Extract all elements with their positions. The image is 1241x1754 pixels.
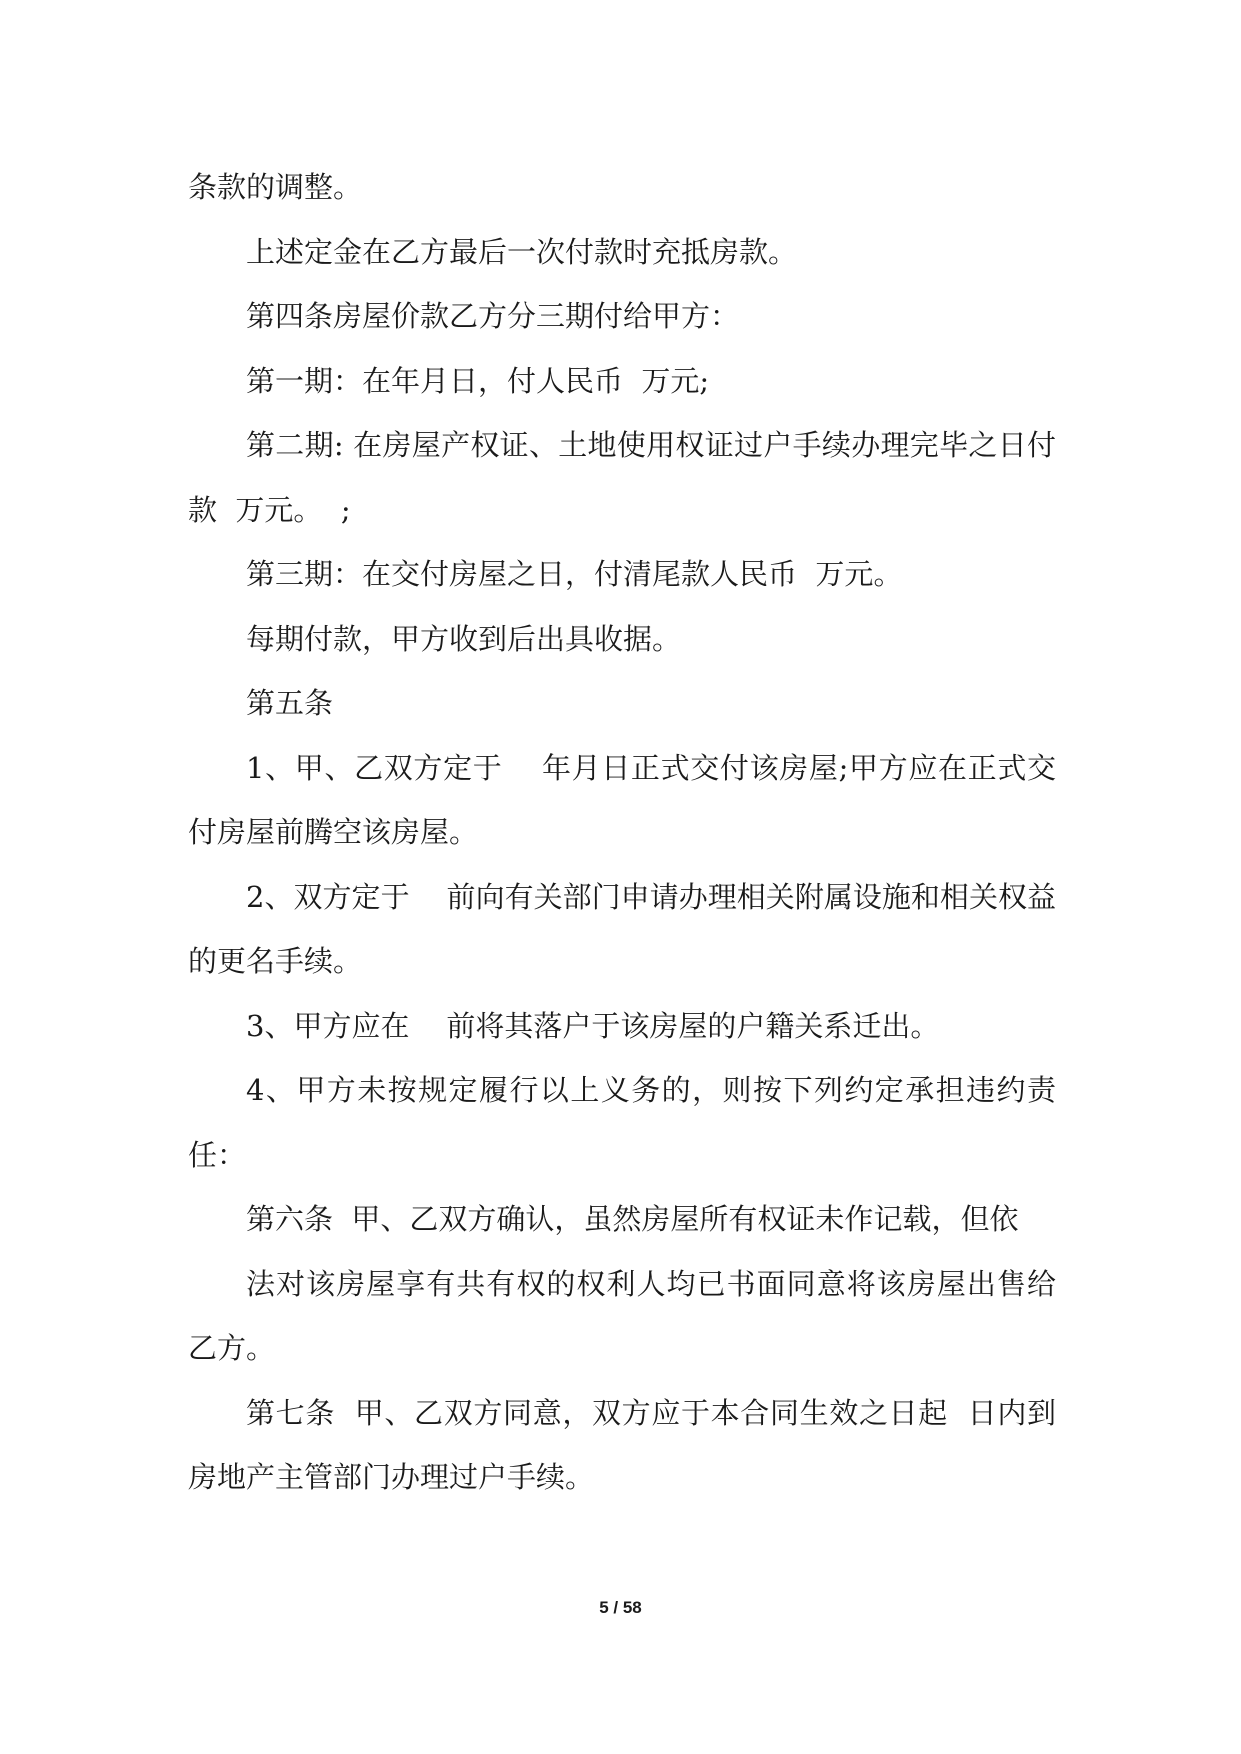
paragraph-article-4: 第四条房屋价款乙方分三期付给甲方：: [246, 299, 740, 333]
paragraph-deposit-offset: 上述定金在乙方最后一次付款时充抵房款。: [246, 234, 798, 269]
page-number: 5 / 58: [599, 1598, 642, 1617]
paragraph-article-7: 第七条 甲、乙双方同意，双方应于本合同生效之日起 日内到房地产主管部门办理过户手续。: [188, 1395, 1056, 1494]
paragraph-article-6-continued: 法对该房屋享有共有权的权利人均已书面同意将该房屋出售给乙方。: [188, 1266, 1056, 1365]
paragraph-installment-1: 第一期：在年月日，付人民币 万元;: [246, 363, 710, 398]
paragraph-installment-3: 第三期：在交付房屋之日，付清尾款人民币 万元。: [246, 557, 903, 591]
document-body: [188, 155, 1056, 1510]
paragraph-clause-adjustment: 条款的调整。: [188, 170, 363, 204]
paragraph-receipt: 每期付款，甲方收到后出具收据。: [246, 621, 682, 656]
paragraph-article-5-item-2: 2、双方定于 前向有关部门申请办理相关附属设施和相关权益的更名手续。: [188, 879, 1056, 978]
paragraph-article-5-item-1: 1、甲、乙双方定于 年月日正式交付该房屋;甲方应在正式交付房屋前腾空该房屋。: [188, 750, 1056, 849]
paragraph-article-5: 第五条: [246, 686, 334, 720]
paragraph-article-6: 第六条 甲、乙双方确认，虽然房屋所有权证未作记载，但依: [246, 1202, 1019, 1236]
paragraph-installment-2: 第二期: 在房屋产权证、土地使用权证过户手续办理完毕之日付款 万元。 ;: [188, 428, 1056, 527]
paragraph-article-5-item-3: 3、甲方应在 前将其落户于该房屋的户籍关系迁出。: [246, 1008, 940, 1043]
paragraph-article-5-item-4: 4、甲方未按规定履行以上义务的，则按下列约定承担违约责任：: [188, 1073, 1056, 1172]
